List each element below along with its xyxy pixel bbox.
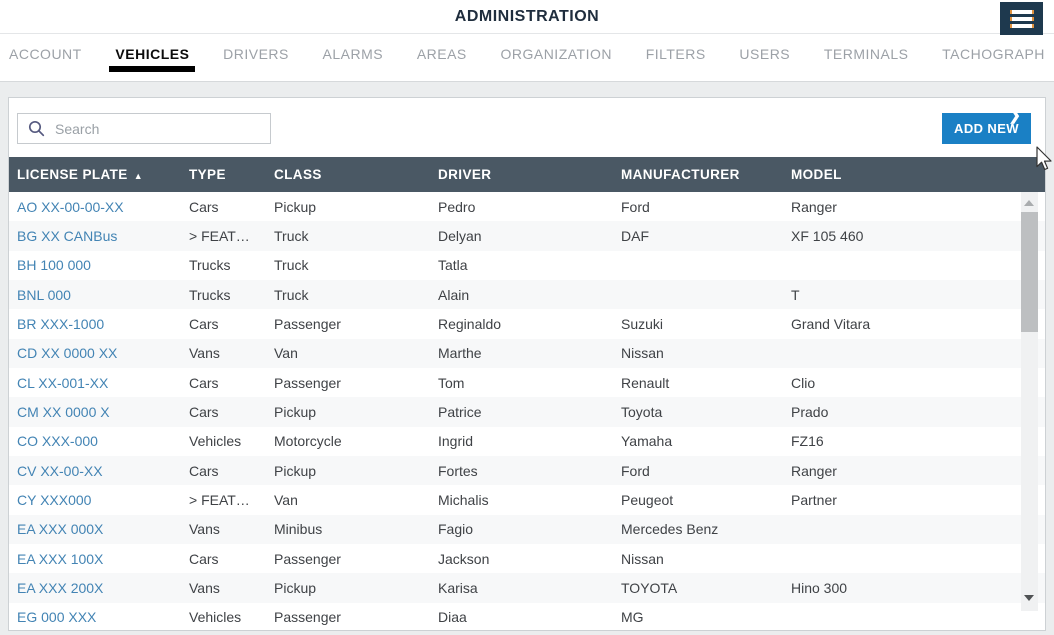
cell-model: Prado: [791, 403, 829, 420]
cell-type: Cars: [189, 198, 219, 215]
tab-users[interactable]: USERS: [739, 46, 791, 62]
cell-type: Vehicles: [189, 609, 242, 626]
cell-driver: Karisa: [438, 579, 478, 596]
cell-license-plate[interactable]: EA XXX 000X: [17, 521, 104, 538]
cell-type: > FEAT…: [189, 491, 250, 508]
tab-filters[interactable]: FILTERS: [645, 46, 706, 62]
cell-model: Grand Vitara: [791, 315, 871, 332]
table-row[interactable]: [9, 544, 1045, 573]
column-header-driver[interactable]: DRIVER: [438, 167, 492, 182]
cell-license-plate[interactable]: AO XX-00-00-XX: [17, 198, 124, 215]
tab-drivers[interactable]: DRIVERS: [223, 46, 289, 62]
cell-type: Vehicles: [189, 433, 242, 450]
sort-ascending-icon: ▲: [133, 171, 144, 181]
cell-manufacturer: Peugeot: [621, 491, 674, 508]
cell-manufacturer: Mercedes Benz: [621, 521, 719, 538]
cell-license-plate[interactable]: CO XXX-000: [17, 433, 98, 450]
cell-license-plate[interactable]: CD XX 0000 XX: [17, 345, 118, 362]
cell-model: Partner: [791, 491, 837, 508]
table-row[interactable]: [9, 485, 1045, 514]
table-row[interactable]: [9, 221, 1045, 250]
cell-model: Ranger: [791, 198, 837, 215]
cell-manufacturer: Ford: [621, 198, 650, 215]
cell-driver: Reginaldo: [438, 315, 502, 332]
table-body: [9, 192, 1045, 630]
cell-driver: Fortes: [438, 462, 478, 479]
cell-driver: Tom: [438, 374, 465, 391]
cell-type: Cars: [189, 462, 219, 479]
cell-model: T: [791, 286, 800, 303]
scroll-down-icon[interactable]: [1024, 595, 1034, 601]
scrollbar-thumb[interactable]: [1021, 212, 1038, 332]
tab-organization[interactable]: ORGANIZATION: [500, 46, 612, 62]
table-row[interactable]: [9, 192, 1045, 221]
cell-driver: Patrice: [438, 403, 482, 420]
cell-manufacturer: TOYOTA: [621, 579, 678, 596]
tab-account[interactable]: ACCOUNT: [9, 46, 82, 62]
columns-chevron-right-icon[interactable]: ❯: [1008, 107, 1021, 124]
table-row[interactable]: [9, 456, 1045, 485]
scroll-up-icon[interactable]: [1024, 200, 1034, 206]
cell-manufacturer: Nissan: [621, 345, 664, 362]
column-header-model[interactable]: MODEL: [791, 167, 842, 182]
cell-class: Passenger: [274, 374, 341, 391]
cell-class: Pickup: [274, 198, 317, 215]
cell-type: Vans: [189, 579, 220, 596]
cell-model: Clio: [791, 374, 816, 391]
table-row[interactable]: [9, 280, 1045, 309]
search-box[interactable]: [17, 113, 271, 144]
cell-class: Passenger: [274, 315, 341, 332]
cell-license-plate[interactable]: BNL 000: [17, 286, 71, 303]
cell-license-plate[interactable]: EA XXX 100X: [17, 550, 104, 567]
cell-type: Cars: [189, 550, 219, 567]
hamburger-icon: [1010, 10, 1034, 14]
cell-manufacturer: MG: [621, 609, 644, 626]
cell-class: Truck: [274, 257, 309, 274]
table-row[interactable]: [9, 368, 1045, 397]
table-row[interactable]: [9, 251, 1045, 280]
table-row[interactable]: [9, 515, 1045, 544]
cell-type: Trucks: [189, 257, 231, 274]
cell-driver: Delyan: [438, 227, 482, 244]
cell-driver: Fagio: [438, 521, 474, 538]
tab-bar: [0, 34, 1054, 82]
column-header-license-plate[interactable]: LICENSE PLATE ▲: [17, 167, 144, 182]
cell-type: Cars: [189, 374, 219, 391]
cell-type: Cars: [189, 403, 219, 420]
cell-class: Minibus: [274, 521, 323, 538]
cell-manufacturer: Ford: [621, 462, 650, 479]
cell-driver: Marthe: [438, 345, 482, 362]
cell-model: XF 105 460: [791, 227, 864, 244]
vehicles-panel: [8, 97, 1046, 631]
cell-manufacturer: Nissan: [621, 550, 664, 567]
tab-terminals[interactable]: TERMINALS: [823, 46, 909, 62]
column-header-class[interactable]: CLASS: [274, 167, 322, 182]
cell-class: Pickup: [274, 462, 317, 479]
cell-license-plate[interactable]: BG XX CANBus: [17, 227, 118, 244]
cell-manufacturer: Toyota: [621, 403, 663, 420]
cell-model: FZ16: [791, 433, 824, 450]
cell-license-plate[interactable]: CL XX-001-XX: [17, 374, 109, 391]
cell-type: Vans: [189, 345, 220, 362]
tab-vehicles[interactable]: VEHICLES: [112, 34, 192, 81]
cell-driver: Alain: [438, 286, 470, 303]
cell-class: Van: [274, 345, 298, 362]
cell-license-plate[interactable]: EG 000 XXX: [17, 609, 97, 626]
cell-type: Cars: [189, 315, 219, 332]
tab-alarms[interactable]: ALARMS: [322, 46, 384, 62]
cell-driver: Ingrid: [438, 433, 474, 450]
table-row[interactable]: [9, 573, 1045, 602]
table-header: [9, 157, 1045, 192]
cell-type: > FEAT…: [189, 227, 250, 244]
cell-class: Truck: [274, 286, 309, 303]
cell-class: Passenger: [274, 609, 341, 626]
column-header-manufacturer[interactable]: MANUFACTURER: [621, 167, 740, 182]
cell-license-plate[interactable]: CV XX-00-XX: [17, 462, 103, 479]
cell-manufacturer: Renault: [621, 374, 670, 391]
cell-driver: Tatla: [438, 257, 468, 274]
table-row[interactable]: [9, 603, 1045, 630]
cell-license-plate[interactable]: EA XXX 200X: [17, 579, 104, 596]
cell-driver: Diaa: [438, 609, 467, 626]
cell-driver: Pedro: [438, 198, 476, 215]
cell-model: Hino 300: [791, 579, 848, 596]
search-icon: [28, 120, 45, 137]
cell-manufacturer: DAF: [621, 227, 649, 244]
table-row[interactable]: [9, 427, 1045, 456]
cell-class: Truck: [274, 227, 309, 244]
tab-areas[interactable]: AREAS: [416, 46, 467, 62]
table-row[interactable]: [9, 339, 1045, 368]
cell-license-plate[interactable]: CM XX 0000 X: [17, 403, 110, 420]
cell-class: Pickup: [274, 403, 317, 420]
cell-class: Pickup: [274, 579, 317, 596]
cell-license-plate[interactable]: CY XXX000: [17, 491, 92, 508]
cell-manufacturer: Suzuki: [621, 315, 664, 332]
cell-class: Passenger: [274, 550, 341, 567]
cell-license-plate[interactable]: BH 100 000: [17, 257, 91, 274]
cell-class: Van: [274, 491, 298, 508]
cell-model: Ranger: [791, 462, 837, 479]
menu-button[interactable]: [1000, 2, 1043, 35]
add-new-button[interactable]: ADD NEW: [942, 113, 1031, 144]
vertical-scrollbar[interactable]: [1021, 192, 1038, 611]
top-bar: [0, 0, 1054, 34]
page-title: ADMINISTRATION: [454, 8, 600, 25]
search-input[interactable]: [53, 120, 270, 138]
cell-driver: Jackson: [438, 550, 490, 567]
cell-manufacturer: Yamaha: [621, 433, 673, 450]
cell-license-plate[interactable]: BR XXX-1000: [17, 315, 105, 332]
cell-type: Vans: [189, 521, 220, 538]
cell-class: Motorcycle: [274, 433, 342, 450]
tab-tachograph[interactable]: TACHOGRAPH: [942, 46, 1045, 62]
column-header-type[interactable]: TYPE: [189, 167, 226, 182]
table-row[interactable]: [9, 397, 1045, 426]
table-row[interactable]: [9, 309, 1045, 338]
cell-driver: Michalis: [438, 491, 489, 508]
cell-type: Trucks: [189, 286, 231, 303]
